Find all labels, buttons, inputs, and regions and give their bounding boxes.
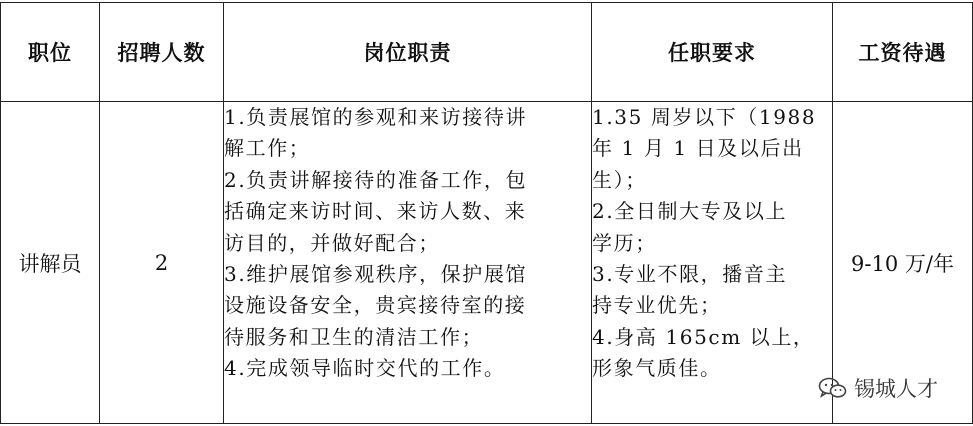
- header-row: [1, 3, 973, 102]
- cell-salary: 9-10 万/年: [833, 102, 973, 424]
- duty-line: 括确定来访时间、来访人数、来: [224, 199, 527, 224]
- duty-line: 设施设备安全，贵宾接待室的接: [224, 293, 527, 318]
- header-count: 招聘人数: [100, 3, 224, 102]
- cell-count: 2: [100, 102, 224, 424]
- wechat-icon: [818, 376, 848, 400]
- header-position: 职位: [1, 3, 100, 102]
- duty-line: 2.负责讲解接待的准备工作，包: [224, 167, 528, 192]
- duty-line: 访目的，并做好配合；: [224, 230, 440, 255]
- duty-line: 1.负责展馆的参观和来访接待讲: [224, 105, 528, 129]
- requirement-line: 生）；: [592, 167, 647, 192]
- duty-line: 4.完成领导临时交代的工作。: [224, 356, 506, 381]
- requirement-line: 年 1 月 1 日及以后出: [592, 136, 804, 161]
- header-duties: 岗位职责: [224, 3, 592, 102]
- requirement-line: 1.35 周岁以下（1988: [592, 105, 817, 129]
- requirement-line: 2.全日制大专及以上: [592, 199, 788, 224]
- duty-line: 3.维护展馆参观秩序，保护展馆: [224, 262, 528, 287]
- duty-line: 待服务和卫生的清洁工作；: [224, 324, 484, 349]
- requirement-line: 形象气质佳。: [592, 356, 722, 381]
- cell-requirements: [592, 102, 833, 424]
- requirement-line: 学历；: [592, 230, 657, 255]
- watermark: [818, 370, 968, 406]
- requirement-line: 持专业优先；: [592, 293, 722, 318]
- duty-line: 解工作；: [224, 136, 311, 161]
- job-table: [0, 2, 973, 424]
- watermark-text: 锡城人才: [854, 377, 938, 401]
- requirement-line: 3.专业不限，播音主: [592, 262, 788, 287]
- cell-duties: [224, 102, 592, 424]
- cell-position: 讲解员: [1, 102, 100, 424]
- requirement-line: 4.身高 165cm 以上，: [592, 324, 815, 349]
- header-salary: 工资待遇: [833, 3, 973, 102]
- header-requirements: 任职要求: [592, 3, 833, 102]
